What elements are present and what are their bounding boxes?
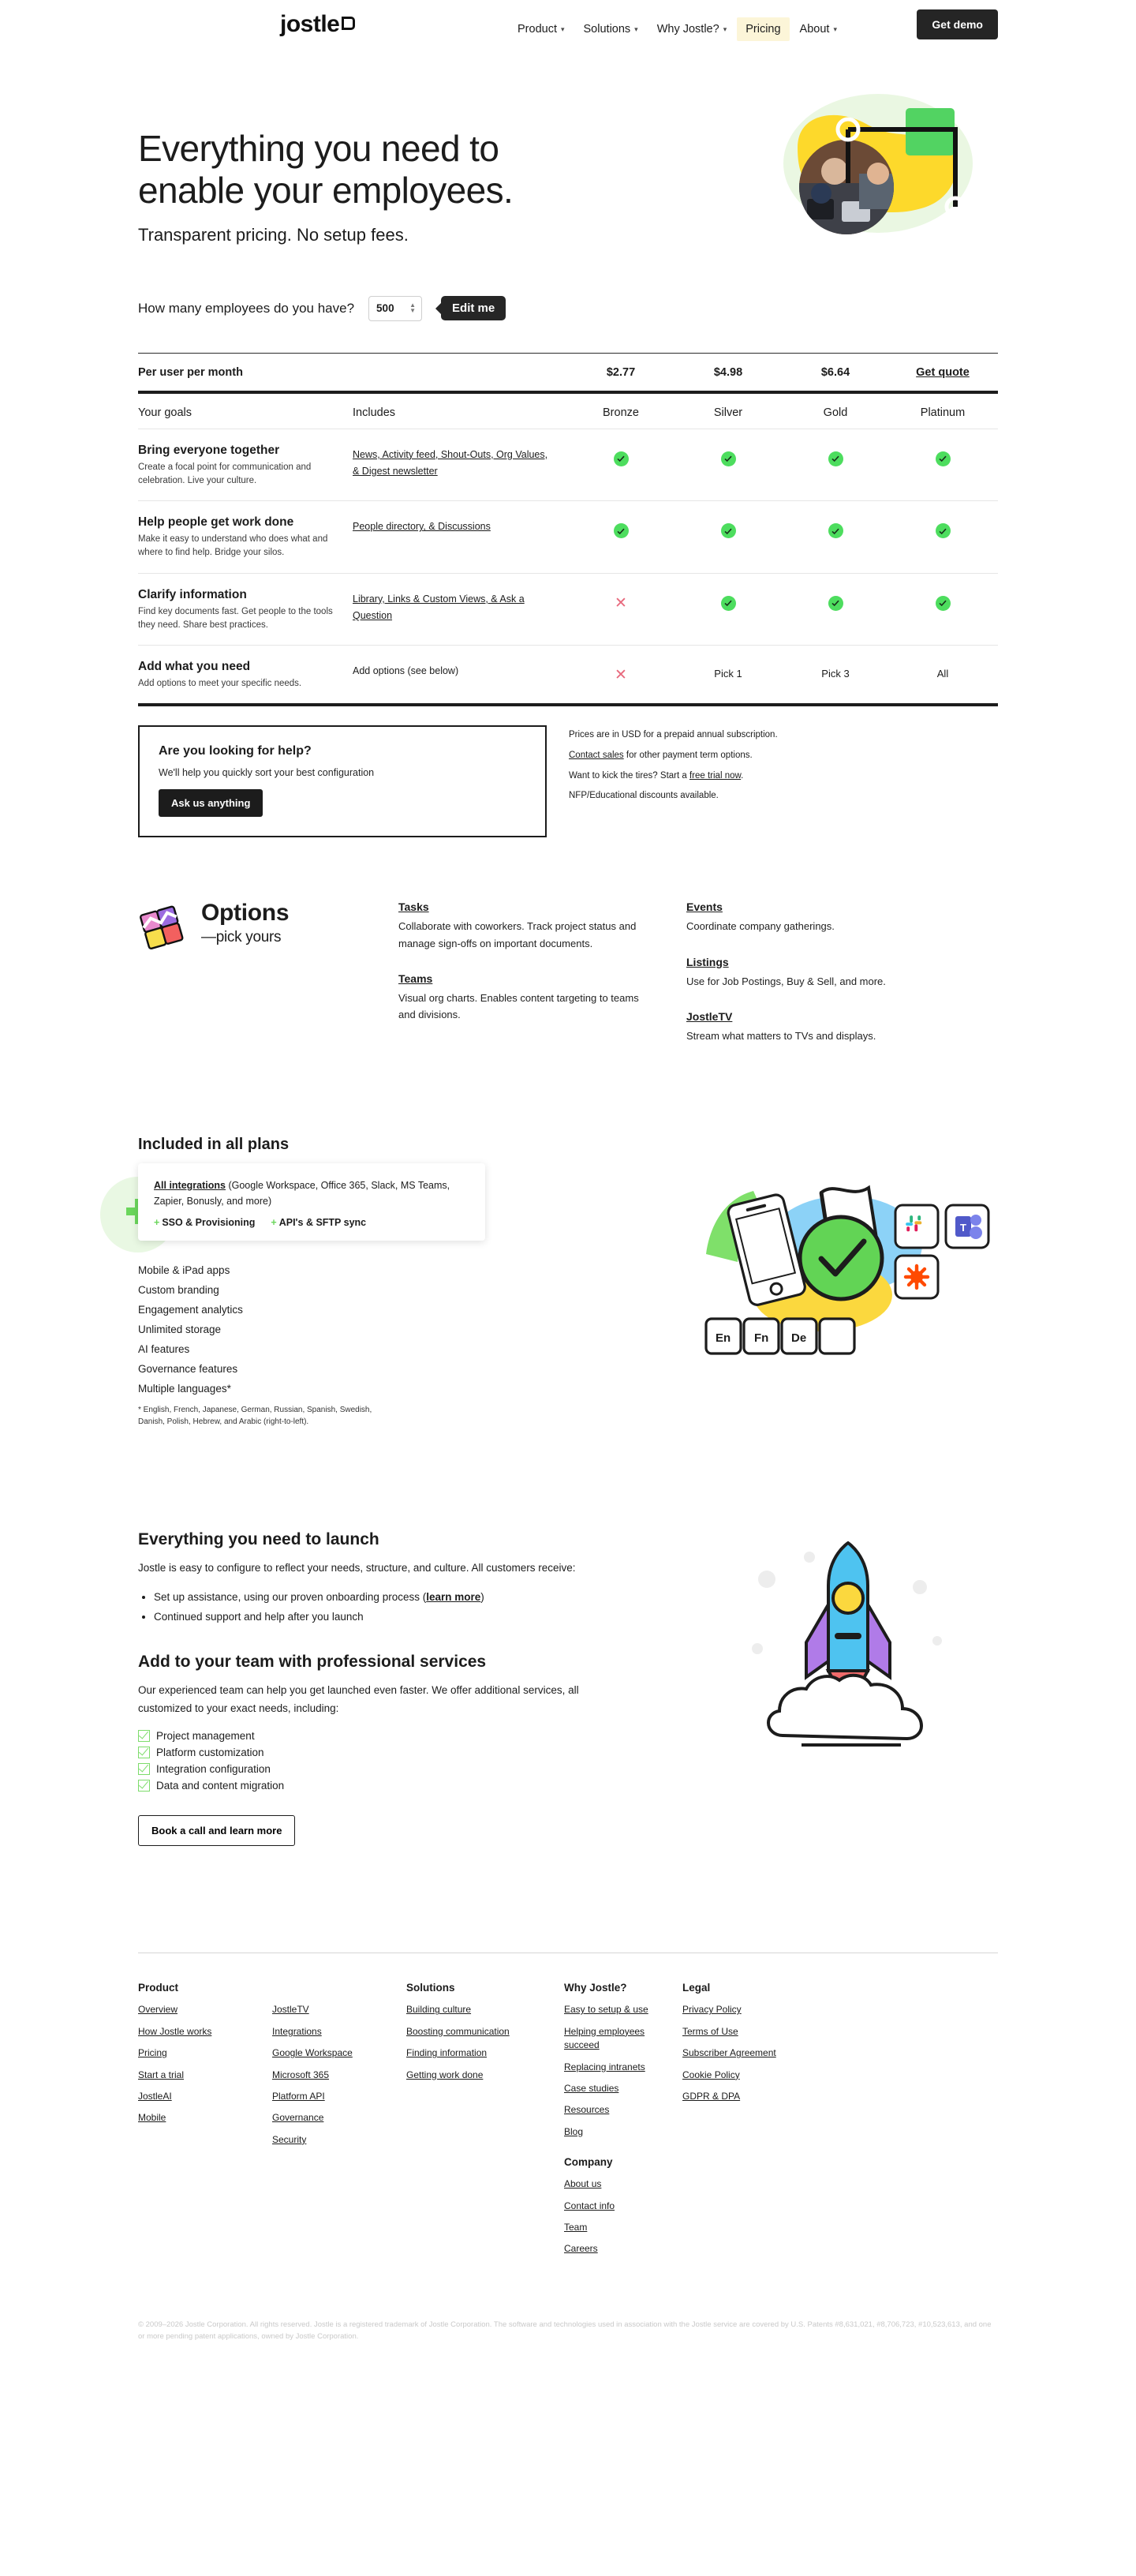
table-row xyxy=(138,574,998,646)
check-icon xyxy=(614,523,629,538)
footer-heading: Solutions xyxy=(406,1982,455,1994)
option-tasks-link[interactable]: Tasks xyxy=(398,900,429,914)
checkbox-icon xyxy=(138,1780,150,1792)
launch-heading: Everything you need to launch xyxy=(138,1530,379,1548)
footer-link[interactable]: Getting work done xyxy=(406,2069,484,2080)
footer-link[interactable]: Careers xyxy=(564,2243,598,2255)
nav-label: Why Jostle? xyxy=(656,23,719,36)
footer-column-product xyxy=(138,1982,272,2263)
employee-count-input[interactable] xyxy=(368,296,422,321)
table-row xyxy=(138,646,998,703)
feature-desc: Add options to meet your specific needs. xyxy=(138,679,302,689)
check-icon xyxy=(721,523,736,538)
option-teams-link[interactable]: Teams xyxy=(398,972,433,985)
price-row-label: Per user per month xyxy=(138,365,243,379)
list-item: AI features xyxy=(138,1342,190,1355)
list-item: Unlimited storage xyxy=(138,1324,222,1336)
integrations-detail: (Google Workspace, Office 365, Slack, MS Teams, Zapier, Bonusly, and more) xyxy=(154,1179,450,1207)
cell-bronze xyxy=(567,588,674,611)
site-header xyxy=(138,0,998,57)
integrations-illustration xyxy=(681,1144,1012,1380)
check-icon xyxy=(614,451,629,466)
options-title xyxy=(201,900,289,945)
footer-link[interactable]: Helping employees succeed xyxy=(564,2025,645,2051)
table-row xyxy=(138,501,998,573)
footer-column-why-jostle xyxy=(564,1982,682,2263)
feature-desc: Create a focal point for communication and celebration. Live your culture. xyxy=(138,462,312,485)
footer-link[interactable]: Pricing xyxy=(138,2047,167,2059)
checkbox-icon xyxy=(138,1747,150,1758)
help-title: Are you looking for help? xyxy=(159,744,312,758)
help-box xyxy=(138,725,547,837)
cell-gold xyxy=(782,444,889,466)
footer-link[interactable]: Contact info xyxy=(564,2200,615,2211)
options-heading-block xyxy=(138,900,398,1064)
footer-column-solutions xyxy=(406,1982,564,2263)
cell-bronze xyxy=(567,444,674,466)
check-icon xyxy=(828,596,843,611)
options-column-2 xyxy=(686,900,947,1064)
feature-title: Help people get work done xyxy=(138,515,294,530)
employee-count-value: 500 xyxy=(376,302,394,315)
cross-icon: ✕ xyxy=(615,667,627,684)
note-line: Contact sales for other payment term options. xyxy=(569,751,753,761)
help-text: We'll help you quickly sort your best configuration xyxy=(159,767,375,779)
plan-header-platinum: Platinum xyxy=(920,406,966,419)
chevron-down-icon: ▾ xyxy=(833,25,837,33)
cell-bronze xyxy=(567,660,674,683)
nav-item-product[interactable] xyxy=(509,17,574,41)
footer-link[interactable]: Microsoft 365 xyxy=(272,2069,330,2080)
logo-text: jostle xyxy=(280,11,340,37)
launch-paragraph: Jostle is easy to configure to reflect your needs, structure, and culture. All customers receive: xyxy=(138,1561,576,1574)
footer-link[interactable]: Platform API xyxy=(272,2091,325,2102)
edit-me-tooltip: Edit me xyxy=(441,296,506,320)
nav-item-solutions[interactable] xyxy=(575,17,647,41)
cell-bronze xyxy=(567,515,674,538)
options-section xyxy=(138,900,998,1064)
footer-heading: Why Jostle? xyxy=(564,1982,627,1994)
footer-column-product-2 xyxy=(272,1982,406,2263)
price-row xyxy=(138,354,998,391)
chevron-down-icon: ▾ xyxy=(634,25,638,33)
list-item: Data and content migration xyxy=(138,1780,627,1792)
pricing-table xyxy=(138,353,998,707)
cell-platinum xyxy=(889,515,996,538)
nav-label: Pricing xyxy=(746,23,781,36)
services-paragraph: Our experienced team can help you get launched even faster. We offer additional services, all customized to your exact needs, including: xyxy=(138,1684,579,1715)
footer-link[interactable]: Replacing intranets xyxy=(564,2061,645,2072)
list-item: Platform customization xyxy=(138,1747,627,1758)
cell-silver xyxy=(674,515,782,538)
stepper-icon[interactable]: ▲ ▼ xyxy=(409,301,417,315)
cell-silver xyxy=(674,444,782,466)
footer-link[interactable]: How Jostle works xyxy=(138,2025,212,2037)
pill-api: + API's & SFTP sync xyxy=(271,1217,367,1229)
cell-platinum: All xyxy=(936,668,949,680)
footer-heading: Legal xyxy=(682,1982,711,1994)
integrations-text xyxy=(154,1178,469,1210)
hero-title-line2: enable your employees. xyxy=(138,170,514,212)
footer-link[interactable]: Boosting communication xyxy=(406,2025,510,2037)
price-bronze: $2.77 xyxy=(606,365,636,379)
checkbox-icon xyxy=(138,1730,150,1742)
services-heading: Add to your team with professional services xyxy=(138,1653,487,1672)
contact-sales-link[interactable]: Contact sales xyxy=(569,751,624,761)
footer-link[interactable]: GDPR & DPA xyxy=(682,2091,741,2102)
free-trial-link[interactable]: free trial now xyxy=(689,770,742,781)
column-header-includes: Includes xyxy=(353,406,396,419)
svg-text:En: En xyxy=(716,1331,731,1345)
check-icon xyxy=(828,451,843,466)
site-footer xyxy=(138,1953,998,2361)
footer-link[interactable]: Finding information xyxy=(406,2047,488,2059)
footer-link[interactable]: JostleTV xyxy=(272,2004,309,2016)
price-gold: $6.64 xyxy=(820,365,850,379)
cell-silver xyxy=(674,588,782,611)
chevron-down-icon: ▾ xyxy=(560,25,565,33)
option-events-desc: Coordinate company gatherings. xyxy=(686,920,835,933)
get-quote-link[interactable]: Get quote xyxy=(916,365,970,379)
checkbox-icon xyxy=(138,1763,150,1775)
plus-glyph: + xyxy=(271,1217,277,1229)
check-icon xyxy=(721,451,736,466)
nav-label: Product xyxy=(518,23,557,36)
cell-platinum xyxy=(889,588,996,611)
footer-link[interactable]: Easy to setup & use xyxy=(564,2004,648,2016)
footer-link[interactable]: Team xyxy=(564,2222,588,2233)
note-line: NFP/Educational discounts available. xyxy=(569,791,719,801)
footer-link[interactable]: Resources xyxy=(564,2104,610,2116)
footer-link[interactable]: JostleAI xyxy=(138,2091,172,2102)
help-and-notes xyxy=(138,725,998,837)
feature-includes-link[interactable]: People directory, & Discussions xyxy=(353,521,491,533)
hero-section xyxy=(138,57,998,324)
cross-icon: ✕ xyxy=(615,594,627,612)
note-line: Prices are in USD for a prepaid annual subscription. xyxy=(569,730,778,740)
cell-platinum xyxy=(889,444,996,466)
launch-left xyxy=(138,1530,627,1847)
note-line: Want to kick the tires? Start a free trial now. xyxy=(569,770,744,781)
footer-link[interactable]: About us xyxy=(564,2178,602,2190)
employee-selector xyxy=(138,293,998,324)
nav-label: About xyxy=(799,23,830,36)
check-icon xyxy=(936,596,951,611)
svg-text:De: De xyxy=(791,1331,807,1345)
footer-link[interactable]: Building culture xyxy=(406,2004,472,2016)
list-item: Multiple languages* xyxy=(138,1382,231,1395)
footer-link[interactable]: Overview xyxy=(138,2004,178,2016)
launch-bullets xyxy=(154,1588,627,1627)
language-keys xyxy=(706,1319,854,1354)
footer-link[interactable]: Blog xyxy=(564,2125,584,2137)
nav-item-about[interactable] xyxy=(791,17,846,41)
launch-section xyxy=(138,1530,998,1847)
plan-header-gold: Gold xyxy=(823,406,848,419)
options-icon xyxy=(138,904,187,953)
footer-link[interactable]: Governance xyxy=(272,2112,324,2124)
footer-link[interactable]: Security xyxy=(272,2133,307,2145)
check-icon xyxy=(936,451,951,466)
option-listings-desc: Use for Job Postings, Buy & Sell, and more. xyxy=(686,975,886,987)
services-list xyxy=(138,1730,627,1792)
page-title xyxy=(138,128,706,212)
check-icon xyxy=(721,596,736,611)
nav-label: Solutions xyxy=(583,23,631,36)
plus-glyph: + xyxy=(154,1217,160,1229)
cell-gold xyxy=(782,588,889,611)
feature-title: Clarify information xyxy=(138,587,247,601)
list-item: Governance features xyxy=(138,1362,238,1375)
footer-columns xyxy=(138,1982,998,2263)
options-title-main: Options xyxy=(201,900,290,927)
included-heading: Included in all plans xyxy=(138,1135,290,1153)
employee-question: How many employees do you have? xyxy=(138,300,355,316)
feature-desc: Find key documents fast. Get people to the tools they need. Share best practices. xyxy=(138,606,333,630)
options-subtitle: —pick yours xyxy=(201,928,282,945)
main-nav xyxy=(509,17,846,41)
nav-item-why-jostle[interactable] xyxy=(648,17,736,41)
options-column-1 xyxy=(398,900,686,1064)
table-row xyxy=(138,429,998,501)
option-jostletv-link[interactable]: JostleTV xyxy=(686,1009,733,1023)
feature-includes-link[interactable]: News, Activity feed, Shout-Outs, Org Values, & Digest newsletter xyxy=(353,448,548,477)
footer-heading-company: Company xyxy=(564,2156,613,2169)
plan-header-bronze: Bronze xyxy=(603,406,639,419)
table-divider-bottom xyxy=(138,703,998,706)
list-item: Integration configuration xyxy=(138,1763,627,1775)
cell-silver: Pick 1 xyxy=(714,668,742,680)
column-header-goals: Your goals xyxy=(138,406,192,419)
list-item: • Continued support and help after you launch xyxy=(154,1608,627,1627)
integration-pills xyxy=(154,1217,469,1228)
footer-link[interactable]: Subscriber Agreement xyxy=(682,2047,776,2059)
price-silver: $4.98 xyxy=(713,365,743,379)
integrations-card xyxy=(138,1163,485,1241)
check-icon xyxy=(936,523,951,538)
languages-footnote: * English, French, Japanese, German, Russian, Spanish, Swedish, Danish, Polish, Hebrew, and Arabic (right-to-left). xyxy=(138,1405,372,1426)
included-left xyxy=(138,1136,580,1428)
footer-link[interactable]: Google Workspace xyxy=(272,2047,353,2059)
footer-link[interactable]: Mobile xyxy=(138,2112,166,2124)
hero-title-line1: Everything you need to xyxy=(138,128,499,169)
feature-title: Bring everyone together xyxy=(138,443,280,457)
list-item: Custom branding xyxy=(138,1284,219,1297)
logo-mark-icon xyxy=(342,17,355,30)
option-jostletv-desc: Stream what matters to TVs and displays. xyxy=(686,1029,876,1042)
list-item: Mobile & iPad apps xyxy=(138,1264,230,1277)
feature-desc: Make it easy to understand who does what and where to find help. Bridge your silos. xyxy=(138,534,328,558)
list-item: Project management xyxy=(138,1730,627,1742)
footer-link[interactable]: Privacy Policy xyxy=(682,2004,742,2016)
included-section xyxy=(138,1136,998,1428)
nav-item-pricing[interactable] xyxy=(737,17,789,41)
chevron-down-icon: ▾ xyxy=(723,25,727,33)
hero-subtitle: Transparent pricing. No setup fees. xyxy=(138,224,409,245)
footer-link[interactable]: Cookie Policy xyxy=(682,2069,740,2080)
included-feature-list xyxy=(138,1261,580,1399)
footer-heading: Product xyxy=(138,1982,179,1994)
pill-sso: + SSO & Provisioning xyxy=(154,1217,256,1229)
feature-title: Add what you need xyxy=(138,660,251,674)
footer-link[interactable]: Start a trial xyxy=(138,2069,185,2080)
option-tasks-desc: Collaborate with coworkers. Track project status and manage sign-offs on important documents. xyxy=(398,920,637,949)
cell-gold xyxy=(782,515,889,538)
plan-header-row xyxy=(138,394,998,429)
rocket-illustration xyxy=(734,1538,962,1775)
cell-gold: Pick 3 xyxy=(821,668,850,680)
jostle-logo[interactable] xyxy=(280,11,355,38)
footer-link[interactable]: Case studies xyxy=(564,2083,619,2095)
option-events-link[interactable]: Events xyxy=(686,900,723,914)
all-integrations-link[interactable]: All integrations xyxy=(154,1179,226,1191)
footer-column-legal xyxy=(682,1982,824,2263)
get-demo-button[interactable]: Get demo xyxy=(917,9,998,39)
plan-header-silver: Silver xyxy=(713,406,743,419)
option-listings-link[interactable]: Listings xyxy=(686,955,729,968)
footer-link[interactable]: Integrations xyxy=(272,2025,322,2037)
svg-text:Fn: Fn xyxy=(754,1331,769,1345)
hero-illustration xyxy=(760,88,988,246)
pricing-notes xyxy=(569,725,778,811)
list-item: • Set up assistance, using our proven onboarding process (learn more) xyxy=(154,1588,627,1608)
learn-more-link[interactable]: learn more xyxy=(426,1591,481,1604)
footer-link[interactable]: Terms of Use xyxy=(682,2025,738,2037)
feature-includes-link[interactable]: Library, Links & Custom Views, & Ask a Question xyxy=(353,593,525,621)
footer-heading-blank xyxy=(272,1982,406,1994)
ask-us-anything-button[interactable]: Ask us anything xyxy=(159,789,263,817)
svg-text:T: T xyxy=(960,1221,966,1234)
copyright-text: © 2009–2026 Jostle Corporation. All rights reserved. Jostle is a registered trademark of Jostle Corporation. The software and technologies used in association with the Jostle service are covered by U.S. Patents #8,631,021, #8,706,723, #10,523,613, and one or more pending patent applications, owned by Jostle Corporation. xyxy=(138,2320,992,2341)
check-icon xyxy=(828,523,843,538)
option-teams-desc: Visual org charts. Enables content targeting to teams and divisions. xyxy=(398,991,639,1020)
book-a-call-button[interactable]: Book a call and learn more xyxy=(138,1815,295,1846)
feature-includes-text: Add options (see below) xyxy=(353,665,459,677)
list-item: Engagement analytics xyxy=(138,1304,243,1316)
